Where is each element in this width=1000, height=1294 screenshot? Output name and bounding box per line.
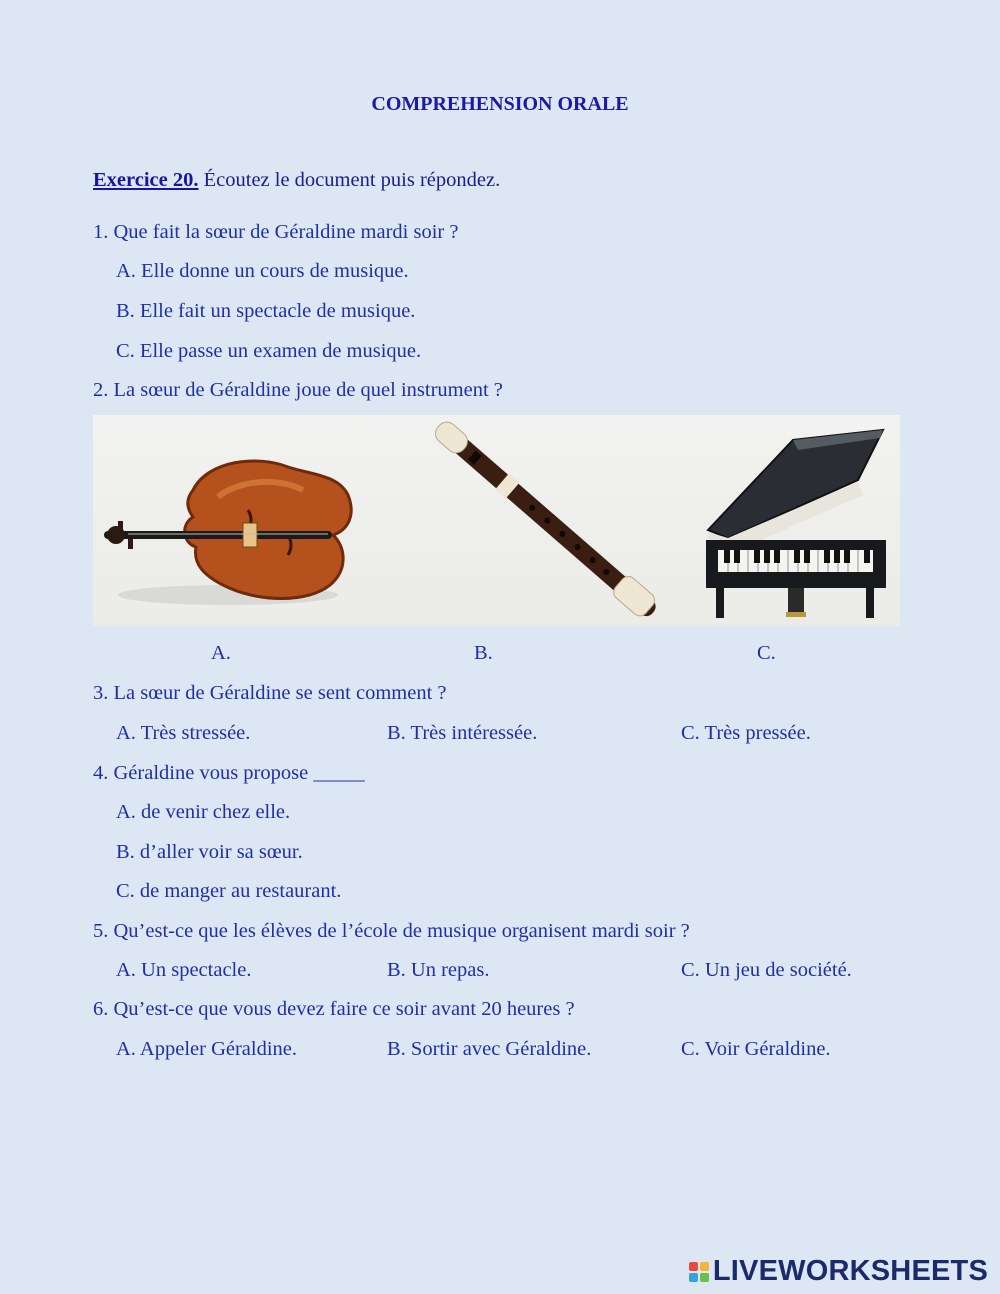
- logo-text: LIVEWORKSHEETS: [712, 1255, 988, 1287]
- page-title: COMPREHENSION ORALE: [371, 93, 629, 115]
- q4-option-a[interactable]: A. de venir chez elle.: [116, 801, 291, 823]
- question-2: 2. La sœur de Géraldine joue de quel instrument ?: [93, 379, 503, 401]
- question-5: 5. Qu’est-ce que les élèves de l’école de musique organisent mardi soir ?: [93, 920, 690, 942]
- violin-image[interactable]: [98, 435, 358, 615]
- exercise-heading: [93, 168, 500, 192]
- q1-option-b[interactable]: B. Elle fait un spectacle de musique.: [116, 300, 416, 322]
- liveworksheets-logo[interactable]: [689, 1255, 988, 1288]
- grand-piano-image[interactable]: [698, 420, 898, 625]
- exercise-label: Exercice 20.: [93, 169, 199, 191]
- q4-option-c[interactable]: C. de manger au restaurant.: [116, 880, 342, 902]
- image-label-c: C.: [757, 642, 776, 664]
- q5-option-c[interactable]: C. Un jeu de société.: [681, 959, 852, 981]
- q5-option-b[interactable]: B. Un repas.: [387, 959, 490, 981]
- q5-option-a[interactable]: A. Un spectacle.: [116, 959, 252, 981]
- q3-option-c[interactable]: C. Très pressée.: [681, 722, 811, 744]
- logo-mark-icon: [689, 1262, 709, 1282]
- image-label-a: A.: [211, 642, 231, 664]
- exercise-instruction: Écoutez le document puis répondez.: [198, 169, 501, 191]
- question-4: 4. Géraldine vous propose _____: [93, 762, 365, 784]
- question-3: 3. La sœur de Géraldine se sent comment ?: [93, 682, 447, 704]
- q1-option-c[interactable]: C. Elle passe un examen de musique.: [116, 340, 422, 362]
- question-1: 1. Que fait la sœur de Géraldine mardi soir ?: [93, 221, 459, 243]
- q1-option-a[interactable]: A. Elle donne un cours de musique.: [116, 260, 409, 282]
- image-label-b: B.: [474, 642, 493, 664]
- q6-option-b[interactable]: B. Sortir avec Géraldine.: [387, 1038, 592, 1060]
- recorder-flute-image[interactable]: [418, 420, 678, 620]
- q4-option-b[interactable]: B. d’aller voir sa sœur.: [116, 841, 303, 863]
- q6-option-c[interactable]: C. Voir Géraldine.: [681, 1038, 831, 1060]
- question-6: 6. Qu’est-ce que vous devez faire ce soir avant 20 heures ?: [93, 998, 575, 1020]
- q6-option-a[interactable]: A. Appeler Géraldine.: [116, 1038, 298, 1060]
- instrument-images: [93, 415, 900, 626]
- q3-option-a[interactable]: A. Très stressée.: [116, 722, 251, 744]
- q3-option-b[interactable]: B. Très intéressée.: [387, 722, 538, 744]
